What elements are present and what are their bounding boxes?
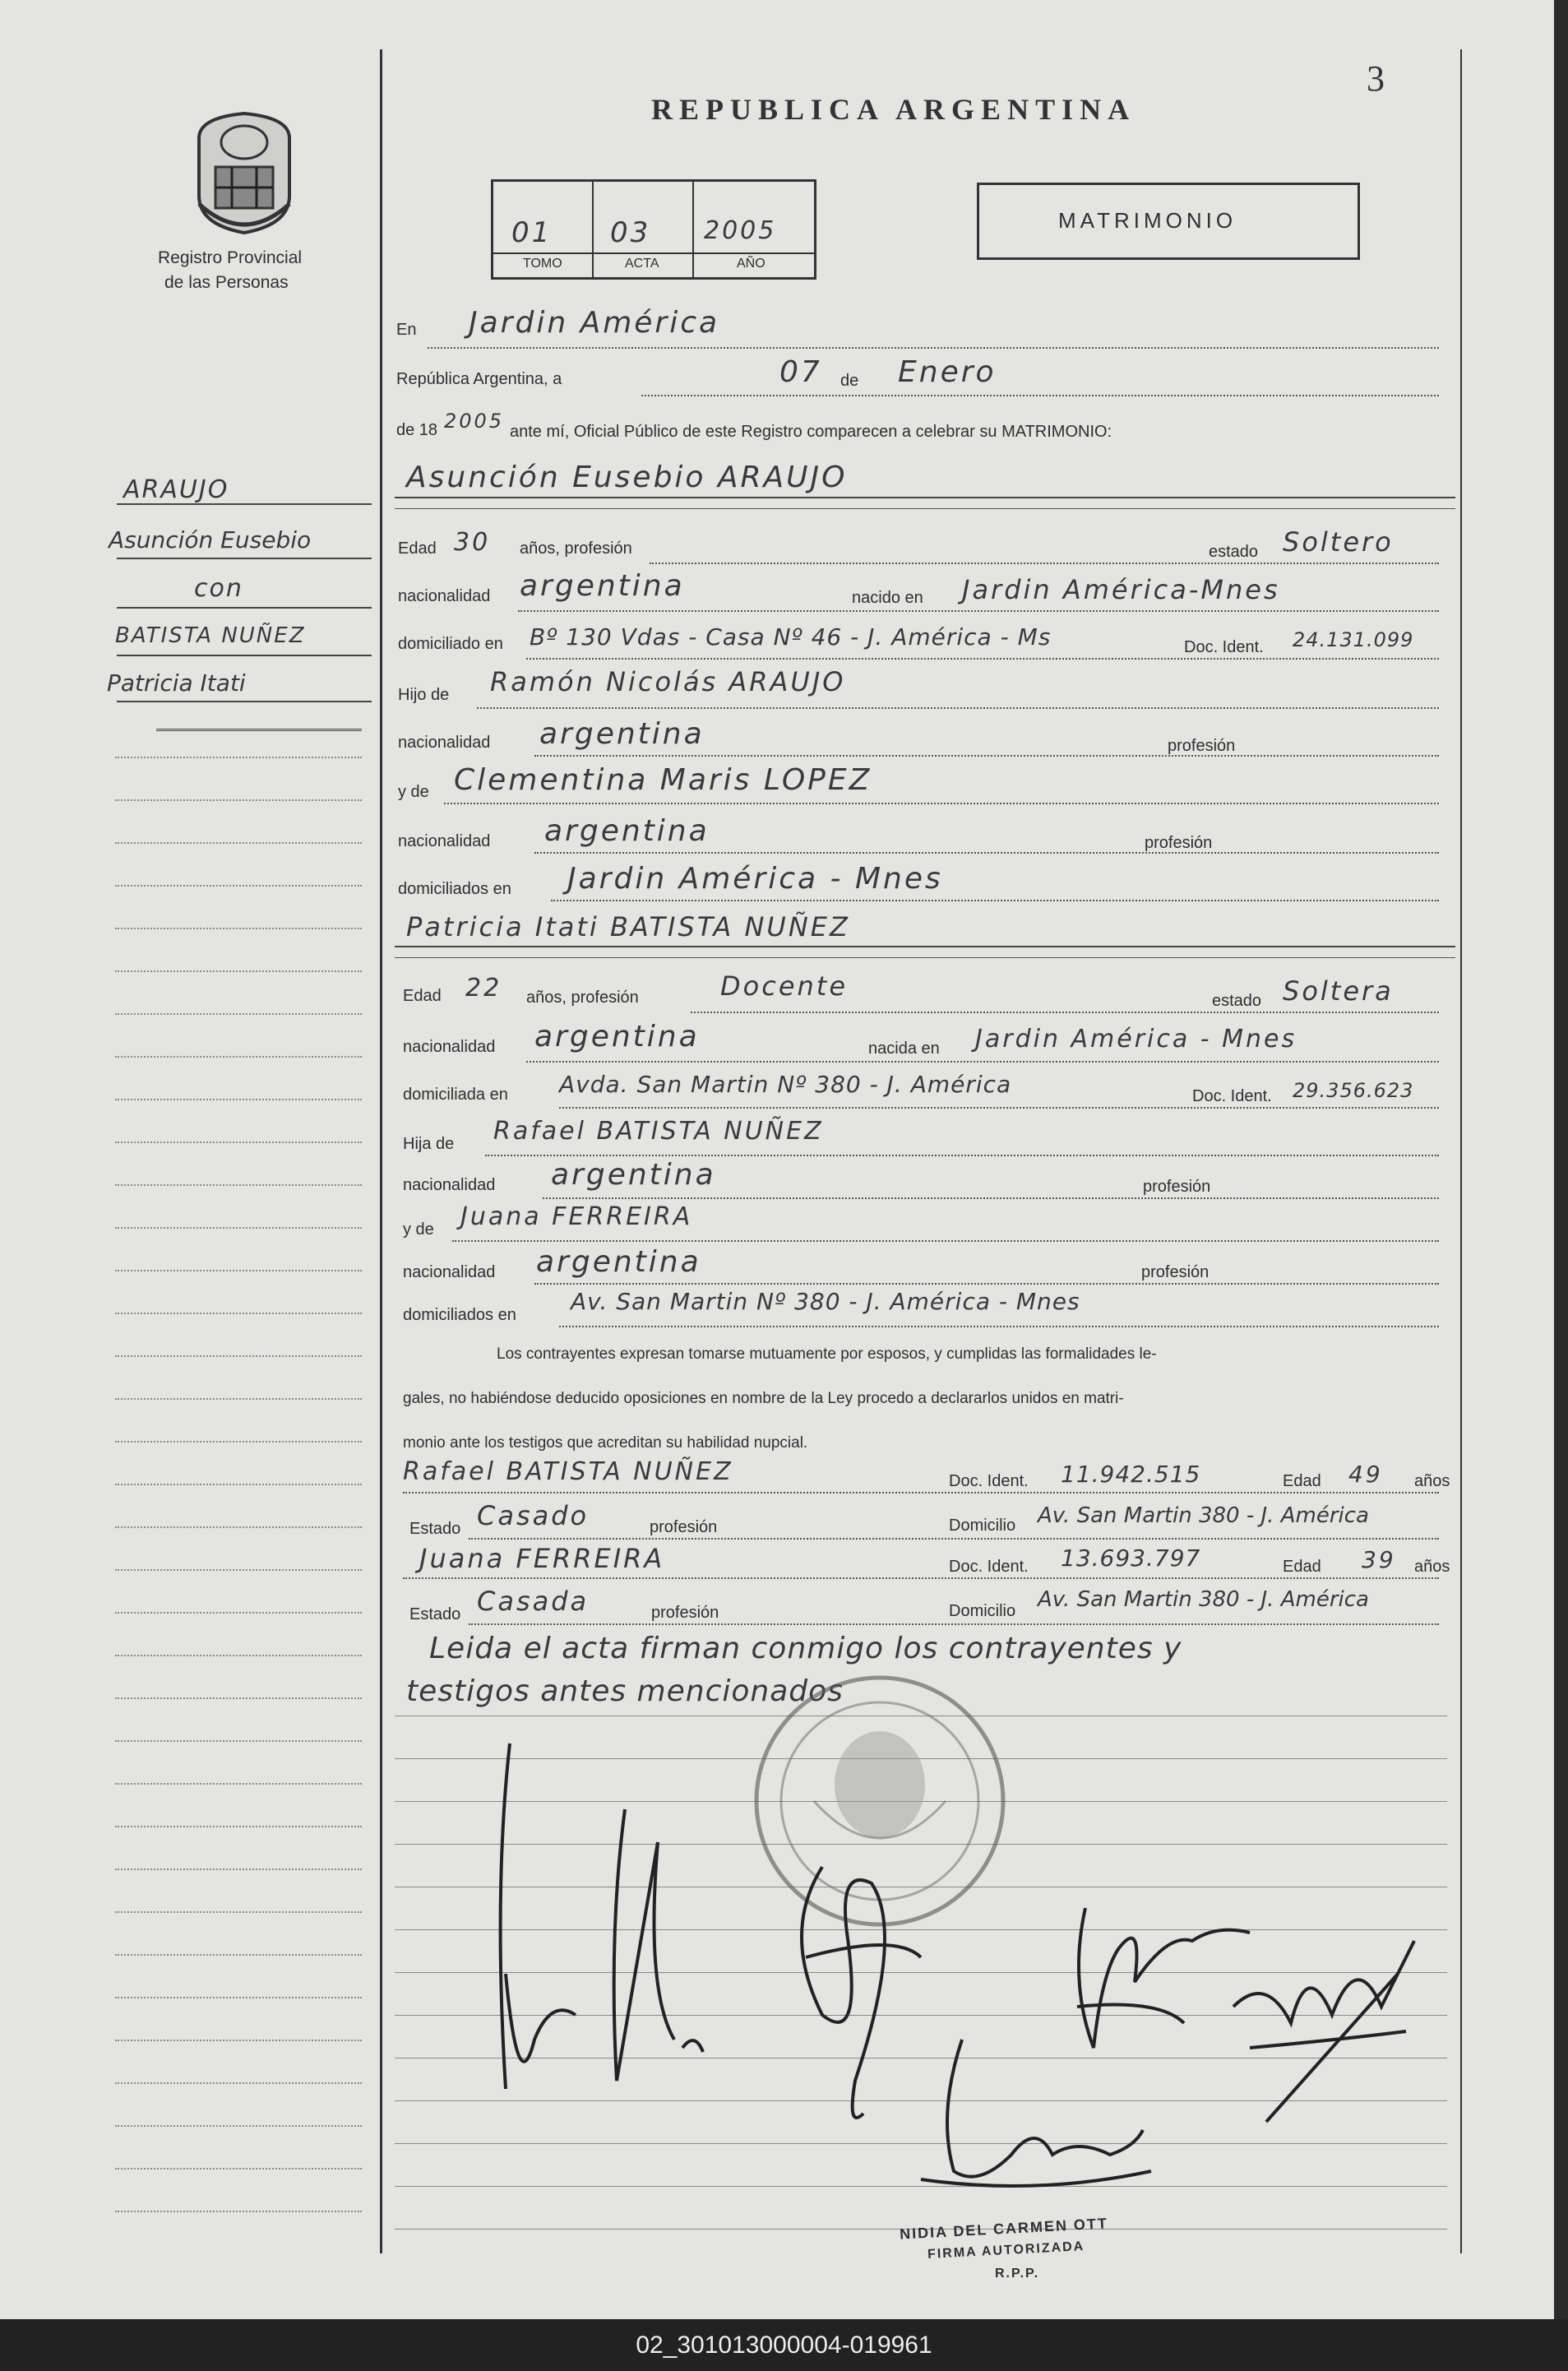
margin-dotted-line: [115, 928, 362, 929]
margin-dotted-line: [115, 799, 362, 801]
groom-address: Bº 130 Vdas - Casa Nº 46 - J. América - Ms: [530, 623, 1052, 651]
margin-note-line4: BATISTA NUÑEZ: [115, 623, 306, 648]
en-label: En: [396, 321, 417, 339]
margin-dotted-line: [115, 757, 362, 758]
witness2-estado-label: Estado: [409, 1605, 461, 1623]
groom-doc-label: Doc. Ident.: [1184, 638, 1264, 656]
bride-profession: Docente: [720, 970, 849, 1002]
ano-value: 2005: [704, 216, 777, 245]
witness2-status: Casada: [477, 1586, 590, 1617]
margin-dotted-line: [115, 2125, 362, 2127]
declaration-line2: gales, no habiéndose deducido oposiciones en nombre de la Ley procedo a declararlos unidos en matri-: [403, 1390, 1124, 1407]
margin-dotted-line: [115, 2168, 362, 2170]
witness1-age: 49: [1348, 1461, 1383, 1488]
groom-mother-nationality: argentina: [544, 814, 710, 848]
margin-dotted-line: [115, 1869, 362, 1870]
stamp-line1: NIDIA DEL CARMEN OTT: [899, 2215, 1109, 2243]
margin-dotted-line: [115, 1313, 362, 1314]
margin-dotted-line: [115, 1911, 362, 1913]
page-number: 3: [1367, 58, 1385, 99]
margin-note-line5: Patricia Itati: [107, 669, 246, 697]
year-prefix: de 18: [396, 421, 438, 439]
witness2-doc-number: 13.693.797: [1061, 1544, 1201, 1572]
bride-doc-label: Doc. Ident.: [1192, 1087, 1272, 1105]
groom-parents-dom-label: domiciliados en: [398, 880, 511, 898]
margin-dotted-line: [115, 1954, 362, 1956]
witness2-address: Av. San Martin 380 - J. América: [1038, 1587, 1369, 1612]
year: 2005: [444, 410, 505, 433]
witness1-name: Rafael BATISTA NUÑEZ: [403, 1457, 733, 1486]
margin-dotted-line: [115, 1612, 362, 1614]
groom-yde-label: y de: [398, 783, 429, 801]
witness1-status: Casado: [477, 1500, 590, 1531]
groom-doc-number: 24.131.099: [1293, 628, 1414, 651]
bride-parents-address: Av. San Martin Nº 380 - J. América - Mnes: [571, 1288, 1080, 1315]
tomo-label: TOMO: [523, 257, 562, 271]
image-footer: [0, 2319, 1568, 2371]
de-label: de: [840, 372, 859, 390]
country-title: REPUBLICA ARGENTINA: [651, 93, 1136, 126]
bride-mother-nationality: argentina: [536, 1245, 701, 1279]
bride-anos-label: años, profesión: [526, 989, 639, 1007]
margin-dotted-line: [115, 1569, 362, 1571]
margin-dotted-line: [115, 1655, 362, 1656]
groom-status: Soltero: [1283, 526, 1394, 558]
witness1-dom-label: Domicilio: [949, 1517, 1016, 1535]
margin-dotted-line: [115, 1142, 362, 1143]
witness1-address: Av. San Martin 380 - J. América: [1038, 1503, 1369, 1528]
bride-yde-label: y de: [403, 1220, 434, 1239]
margin-dotted-line: [115, 1697, 362, 1699]
groom-mother-nat-label: nacionalidad: [398, 832, 491, 850]
groom-father-prof-label: profesión: [1168, 737, 1236, 755]
registry-line1: Registro Provincial: [158, 248, 303, 267]
margin-dotted-line: [115, 1783, 362, 1785]
groom-edad-label: Edad: [398, 539, 437, 558]
bride-doc-number: 29.356.623: [1293, 1079, 1414, 1102]
margin-dotted-line: [115, 2211, 362, 2212]
margin-dotted-line: [115, 2082, 362, 2084]
margin-dotted-line: [115, 1270, 362, 1271]
stamp-line3: R.P.P.: [995, 2267, 1040, 2281]
witness1-doc-label: Doc. Ident.: [949, 1472, 1029, 1490]
document-type-box: [977, 183, 1360, 260]
coat-of-arms-icon: [183, 105, 306, 237]
closing-line2: testigos antes mencionados: [406, 1674, 844, 1708]
margin-note-line1: ARAUJO: [123, 475, 229, 504]
groom-nacido-label: nacido en: [852, 589, 923, 607]
document-type: MATRIMONIO: [1058, 208, 1237, 233]
declaration-line3: monio ante los testigos que acreditan su habilidad nupcial.: [403, 1434, 808, 1452]
bride-father-prof-label: profesión: [1143, 1178, 1211, 1196]
day: 07: [779, 355, 822, 389]
margin-dotted-line: [115, 1099, 362, 1100]
margin-dotted-line: [115, 1398, 362, 1400]
margin-dotted-line: [115, 1526, 362, 1528]
witness1-edad-label: Edad: [1283, 1472, 1321, 1490]
groom-birthplace: Jardin América-Mnes: [962, 574, 1280, 605]
act-number-box: [491, 179, 816, 280]
bride-edad-label: Edad: [403, 987, 442, 1005]
groom-father: Ramón Nicolás ARAUJO: [490, 666, 846, 697]
bride-father-nationality: argentina: [551, 1158, 716, 1192]
margin-dotted-line: [115, 1997, 362, 1998]
margin-note-line2: Asunción Eusebio: [109, 526, 312, 553]
closing-line1: Leida el acta firman conmigo los contrayentes y: [429, 1632, 1182, 1665]
stamp-line2: FIRMA AUTORIZADA: [927, 2239, 1085, 2262]
bride-estado-label: estado: [1212, 992, 1262, 1010]
margin-dotted-line: [115, 2040, 362, 2041]
groom-father-nationality: argentina: [539, 717, 705, 751]
registry-line2: de las Personas: [164, 273, 289, 292]
margin-dotted-line: [115, 885, 362, 887]
place: Jardin América: [469, 306, 720, 340]
signature-groom: [460, 1727, 740, 2122]
margin-dotted-line: [115, 970, 362, 972]
bride-birthplace: Jardin América - Mnes: [975, 1025, 1297, 1054]
appear-text: ante mí, Oficial Público de este Registro comparecen a celebrar su MATRIMONIO:: [510, 423, 1112, 441]
margin-dotted-line: [115, 1227, 362, 1229]
bride-parents-dom-label: domiciliados en: [403, 1306, 516, 1324]
bride-father: Rafael BATISTA NUÑEZ: [493, 1117, 824, 1146]
witness2-age: 39: [1362, 1546, 1396, 1573]
acta-value: 03: [610, 216, 651, 249]
margin-dotted-line: [115, 1355, 362, 1357]
witness1-estado-label: Estado: [409, 1520, 461, 1538]
groom-parents-address: Jardin América - Mnes: [567, 862, 943, 896]
groom-dom-label: domiciliado en: [398, 635, 503, 653]
witness2-dom-label: Domicilio: [949, 1602, 1016, 1620]
groom-nationality: argentina: [520, 569, 685, 603]
signature-witness2: [1217, 1924, 1431, 2138]
bride-nat-label: nacionalidad: [403, 1038, 496, 1056]
bride-mother-nat-label: nacionalidad: [403, 1263, 496, 1281]
witness1-prof-label: profesión: [650, 1518, 718, 1536]
margin-dotted-line: [115, 1184, 362, 1186]
margin-dotted-line: [115, 1484, 362, 1485]
bride-mother: Juana FERREIRA: [460, 1202, 693, 1231]
witness2-doc-label: Doc. Ident.: [949, 1558, 1029, 1576]
bride-father-nat-label: nacionalidad: [403, 1176, 496, 1194]
republic-label: República Argentina, a: [396, 370, 562, 388]
groom-mother-prof-label: profesión: [1145, 834, 1213, 852]
margin-dotted-line: [115, 1441, 362, 1443]
margin-dotted-line: [115, 1826, 362, 1827]
groom-name: Asunción Eusebio ARAUJO: [406, 461, 848, 494]
bride-dom-label: domiciliada en: [403, 1086, 508, 1104]
declaration-line1: Los contrayentes expresan tomarse mutuamente por esposos, y cumplidas las formalidades le-: [497, 1345, 1157, 1363]
ano-label: AÑO: [737, 257, 765, 271]
groom-age: 30: [454, 528, 491, 557]
groom-nat-label: nacionalidad: [398, 587, 491, 605]
bride-mother-prof-label: profesión: [1141, 1263, 1210, 1281]
witness2-name: Juana FERREIRA: [419, 1543, 665, 1574]
footer-id: 02_301013000004-019961: [636, 2332, 932, 2359]
bride-hija-label: Hija de: [403, 1135, 455, 1153]
witness2-anos-label: años: [1414, 1558, 1450, 1576]
right-border: [1460, 49, 1462, 2253]
groom-estado-label: estado: [1209, 543, 1259, 561]
acta-label: ACTA: [625, 257, 659, 271]
margin-dotted-line: [115, 1740, 362, 1742]
bride-nacida-label: nacida en: [868, 1040, 940, 1058]
bride-address: Avda. San Martin Nº 380 - J. América: [559, 1071, 1012, 1098]
witness2-prof-label: profesión: [651, 1604, 719, 1622]
margin-dotted-line: [115, 1056, 362, 1058]
bride-status: Soltera: [1283, 975, 1394, 1007]
groom-father-nat-label: nacionalidad: [398, 734, 491, 752]
margin-note-line3: con: [194, 574, 243, 603]
witness2-edad-label: Edad: [1283, 1558, 1321, 1576]
bride-age: 22: [465, 974, 502, 1003]
groom-mother: Clementina Maris LOPEZ: [454, 763, 872, 797]
witness1-anos-label: años: [1414, 1472, 1450, 1490]
signature-officer: [913, 2031, 1159, 2196]
groom-anos-label: años, profesión: [520, 539, 632, 558]
tomo-value: 01: [511, 216, 553, 249]
margin-divider: [380, 49, 382, 2253]
groom-hijo-label: Hijo de: [398, 686, 450, 704]
bride-name: Patricia Itati BATISTA NUÑEZ: [406, 911, 850, 942]
margin-dotted-line: [115, 1013, 362, 1015]
bride-nationality: argentina: [534, 1020, 700, 1054]
margin-dotted-line: [115, 842, 362, 844]
witness1-doc-number: 11.942.515: [1061, 1461, 1201, 1488]
month: Enero: [898, 355, 997, 389]
